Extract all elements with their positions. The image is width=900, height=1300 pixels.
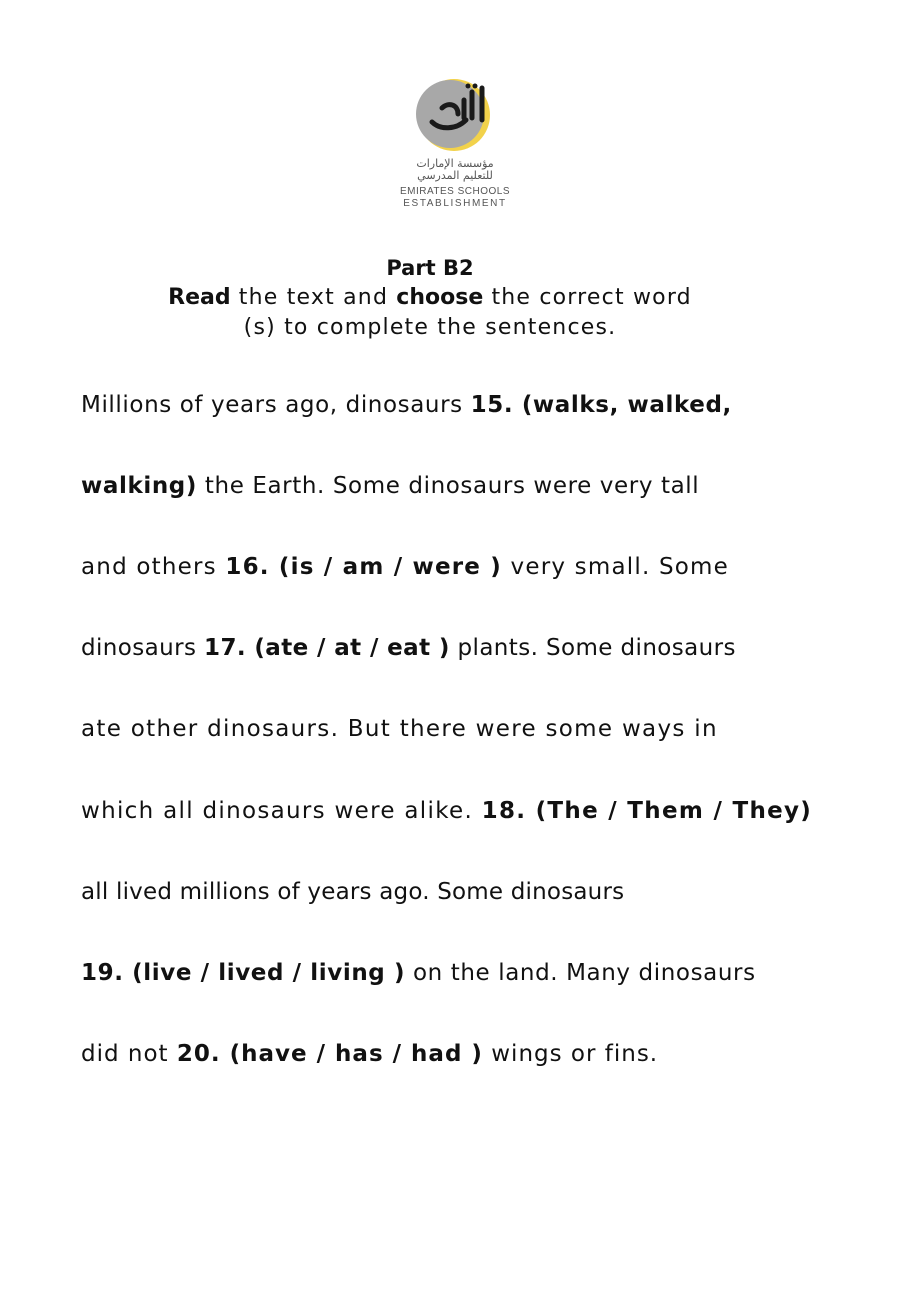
passage-line-7: all lived millions of years ago. Some dinosaurs (81, 879, 625, 905)
passage-line-5: ate other dinosaurs. But there were some ways in (81, 716, 718, 742)
passage-text: dinosaurs (81, 635, 205, 661)
logo-arabic-line2: للتعليم المدرسي (417, 169, 493, 182)
passage-text: which all dinosaurs were alike. (81, 798, 482, 824)
passage-text: the Earth. Some dinosaurs were very tall (196, 473, 700, 499)
passage-line-4 (81, 632, 736, 664)
passage-line-1 (81, 389, 732, 421)
question-16-options: 16. (is / am / were ) (225, 554, 503, 580)
passage-text: did not (81, 1041, 177, 1067)
passage-text: and others (81, 554, 226, 580)
question-17-options: 17. (ate / at / eat ) (204, 635, 450, 661)
passage-text: plants. Some dinosaurs (449, 635, 736, 661)
instruction-choose: choose (396, 285, 484, 310)
part-title: Part B2 (386, 256, 474, 280)
passage-line-3 (81, 551, 729, 583)
passage-line-6 (81, 795, 812, 827)
passage-text: on the land. Many dinosaurs (405, 960, 756, 986)
instruction-text1: the text and (230, 285, 397, 310)
passage-line-9 (81, 1038, 658, 1070)
instruction-line1 (0, 283, 860, 313)
passage-text: wings or fins. (482, 1041, 659, 1067)
question-19-options: 19. (live / lived / living ) (81, 960, 406, 986)
instruction-text2: the correct word (483, 285, 692, 310)
question-15-options-cont: walking) (81, 473, 197, 499)
instruction-read: Read (168, 285, 231, 310)
passage-line-2 (81, 470, 699, 502)
passage-text: Millions of years ago, dinosaurs (81, 392, 471, 418)
emirates-schools-logo (390, 78, 520, 214)
question-15-options: 15. (walks, walked, (470, 392, 732, 418)
question-18-options: 18. (The / Them / They) (481, 798, 813, 824)
passage-text: very small. Some (502, 554, 729, 580)
question-20-options: 20. (have / has / had ) (176, 1041, 483, 1067)
passage-line-8 (81, 957, 756, 989)
logo-english-line1: EMIRATES SCHOOLS (399, 186, 511, 197)
logo-emblem-icon (412, 78, 496, 152)
logo-english-line2: ESTABLISHMENT (403, 198, 507, 209)
logo-arabic-line1: مؤسسة الإمارات (416, 157, 494, 170)
instruction-line2: (s) to complete the sentences. (243, 315, 617, 340)
